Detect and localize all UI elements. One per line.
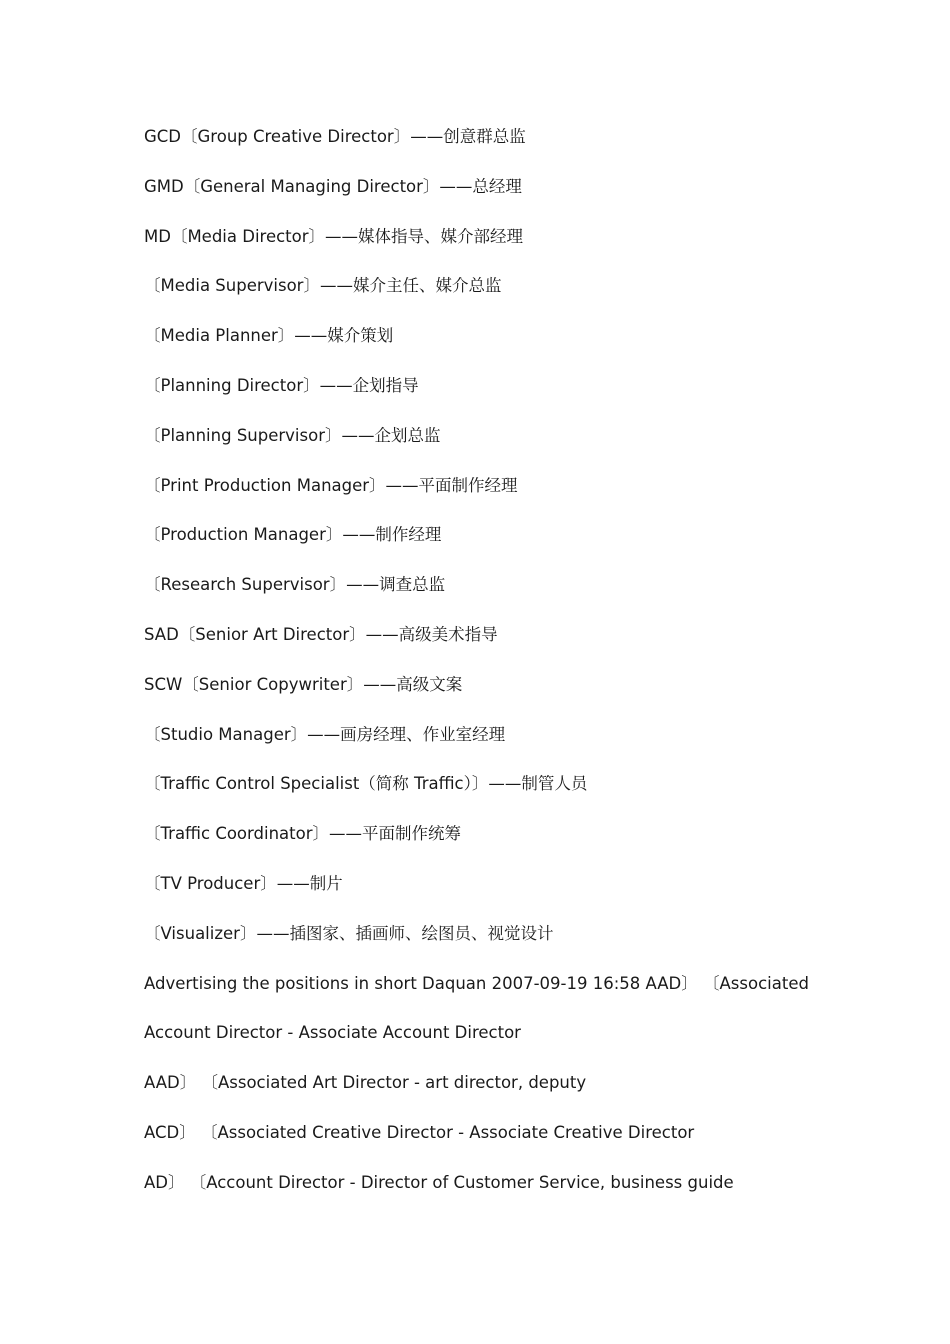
text-line: ACD〕 〔Associated Creative Director - Associate Creative Director [144,1122,695,1142]
text-line: 〔Production Manager〕——制作经理 [144,525,442,545]
text-line: 〔Media Supervisor〕——媒介主任、媒介总监 [144,276,502,296]
text-line: SAD〔Senior Art Director〕——高级美术指导 [144,624,498,644]
text-line: AAD〕 〔Associated Art Director - art director, deputy [144,1073,587,1093]
text-line: 〔Print Production Manager〕——平面制作经理 [144,475,518,495]
text-line: Account Director - Associate Account Director [144,1023,521,1043]
text-line: 〔Visualizer〕——插图家、插画师、绘图员、视觉设计 [144,923,554,943]
text-line: 〔Media Planner〕——媒介策划 [144,326,394,346]
text-line: MD〔Media Director〕——媒体指导、媒介部经理 [144,226,524,246]
text-line: 〔Traffic Control Specialist（简称 Traffic）〕——制管人员 [144,774,588,794]
text-line: 〔Studio Manager〕——画房经理、作业室经理 [144,724,506,744]
text-line: 〔Traffic Coordinator〕——平面制作统筹 [144,824,461,844]
text-line: GCD〔Group Creative Director〕——创意群总监 [144,127,526,146]
text-line: SCW〔Senior Copywriter〕——高级文案 [144,674,463,694]
text-line: 〔Research Supervisor〕——调查总监 [144,575,446,595]
text-line: Advertising the positions in short Daquan 2007-09-19 16:58 AAD〕 〔Associated [144,973,809,993]
text-line: 〔Planning Supervisor〕——企划总监 [144,425,441,445]
text-line: 〔Planning Director〕——企划指导 [144,375,419,395]
text-line: 〔TV Producer〕——制片 [144,873,343,893]
position-list [144,124,864,1220]
text-line: GMD〔General Managing Director〕——总经理 [144,176,522,196]
text-line: AD〕 〔Account Director - Director of Customer Service, business guide [144,1172,734,1192]
